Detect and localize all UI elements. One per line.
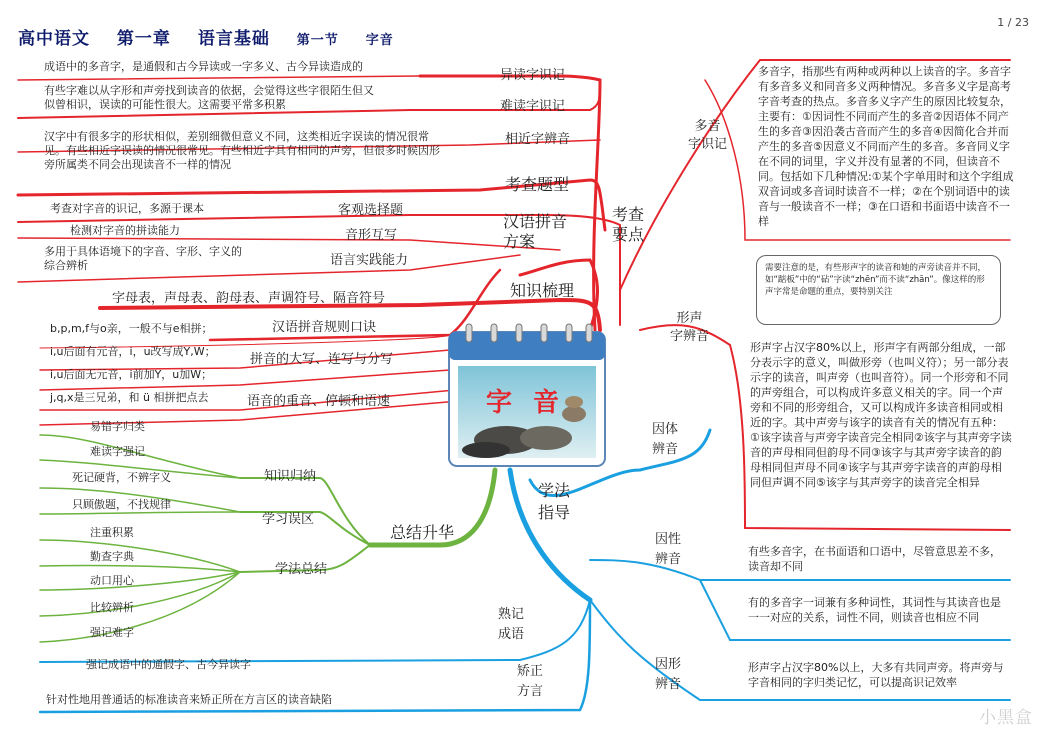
kaocha-tixing: 考查题型: [505, 175, 570, 194]
duoyin-text: 多音字，指那些有两种或两种以上读音的字。多音字有多音多义和同音多义两种情况。多音多义字是高考字音考查的热点。多音多义字产生的原因比较复杂，主要有：①因词性不同而产生的多音②因语体不同产生的多音③因沿袭古音而产生的多音④因简化合并而产生的多音⑤因意义不同而产生的多音。多音同义字在不同的词里，字义并没有显著的不同，但读音不同。包括如下几种情况:①某个字单用时和这个字组成双音词或多音词时读音不一样；②在个别词语中的读音与一般读音不一样；③在口语和书面语中读音不一样: [758, 65, 1014, 228]
yuyan-label: 语言实践能力: [330, 253, 409, 268]
dongkou: 动口用心: [90, 574, 134, 587]
xingsheng-label: 形声 字辨音: [670, 311, 710, 344]
zimubiao: 字母表，声母表、韵母表、声调符号、隔音符号: [112, 291, 386, 306]
watermark-logo: 小黑盒: [979, 708, 1033, 728]
xuefa-zhidao: 学法 指导: [538, 481, 571, 522]
koujue-4: j,q,x是三兄弟，和 ü 相拼把点去: [50, 391, 209, 404]
jiaozheng-label: 矫正 方言: [517, 664, 544, 699]
title-chapter: 第一章: [116, 29, 171, 49]
nandu: 难读字强记: [90, 445, 145, 458]
page-number[interactable]: 1 / 23: [997, 16, 1029, 29]
zhuzhong: 注重积累: [90, 526, 134, 539]
xuefa-zongjie: 学法总结: [275, 562, 328, 577]
yuyan-text: 多用于具体语境下的字音、字形、字义的综合辨析: [44, 245, 242, 272]
yibian-label: 异读字识记: [500, 68, 566, 83]
siji: 死记硬背，不辨字义: [72, 471, 171, 484]
zhigu: 只顾傲题，不找规律: [72, 498, 171, 511]
bijiao: 比较辨析: [90, 601, 134, 614]
shuji-label: 熟记 成语: [498, 607, 525, 642]
yicuo: 易错字归类: [90, 420, 145, 433]
zhongyin: 语音的重音、停顿和语速: [247, 394, 391, 409]
qiangji: 强记难字: [90, 626, 134, 639]
page-title: [18, 24, 414, 49]
nanci-label: 难读字识记: [500, 99, 566, 114]
zongjie: 总结升华: [390, 523, 455, 542]
center-label: 字 音: [486, 388, 566, 418]
nanci-text: 有些字难以从字形和声旁找到读音的依据，会觉得这些字很陌生但又似曾相识，误读的可能性很大。这需要平常多积累: [44, 84, 374, 111]
pinyin-fangan: 汉语拼音 方案: [503, 212, 568, 251]
yinxing-text-a: 有些多音字，在书面语和口语中，尽管意思差不多，读音却不同: [748, 545, 1001, 573]
xuexi-wuqu: 学习误区: [262, 512, 315, 527]
shuji-text: 强记成语中的通假字、古今异读字: [86, 658, 251, 671]
title-topic: 语言基础: [197, 29, 270, 49]
qinchazidian: 勤查字典: [90, 550, 134, 563]
koujue-1: b,p,m,f与o亲，一般不与e相拼；: [50, 322, 213, 335]
zhishi-guina: 知识归纳: [264, 469, 317, 484]
callout-note: 需要注意的是，有些形声字的读音和她的声旁读音并不同，如“踮板”中的“砧”字读“zhēn”而不读“zhān”。像这样的形声字常是命题的重点，要特别关注: [756, 255, 1001, 325]
duoyin-label: 多音 字识记: [688, 119, 728, 152]
yinxing-text-b: 有的多音字一词兼有多种词性，其词性与其读音也是一一对应的关系，词性不同，则读音也相应不同: [748, 596, 1001, 624]
title-section: 第一节: [296, 33, 339, 48]
zhishi-shuli: 知识梳理: [510, 281, 575, 300]
yinxing2-text: 形声字占汉字80%以上，大多有共同声旁。将声旁与字音相同的字归类记忆，可以提高识记效率: [748, 661, 1004, 689]
yibian-text: 成语中的多音字，是通假和古今异读或一字多义、古今异读造成的: [44, 60, 363, 73]
title-main: 高中语文: [18, 29, 90, 49]
xingsheng-text: 形声字占汉字80%以上，形声字有两部分组成，一部分表示字的意义，叫做形旁（也叫义符）；另一部分表示字的读音，叫声旁（也叫音符）。同一个形旁和不同的声旁组合，可以构成许多意义相关的字。同一个声旁和不同的形旁组合，又可以构成许多读音相同或相近的字。其中声旁与该字的读音有关的情况有五种：①该字读音与声旁字读音完全相同②该字与其声旁字读音的声母相同但韵母不同③该字与其声旁字读音的韵母相同但声母不同④该字与其声旁字读音的声韵母相同但声调不同⑤该字与其声旁字的读音完全相异: [750, 341, 1012, 489]
yinxing2-label: 因形 辨音: [655, 657, 682, 692]
yinti-label: 因体 辨音: [652, 422, 679, 457]
koujue-3: i,u后面无元音，i前加Y，u加W；: [50, 368, 213, 381]
keguan-text: 考查对字音的识记，多源于课本: [50, 202, 204, 215]
koujue-label: 汉语拼音规则口诀: [272, 320, 377, 335]
yinxing-label: 音形互写: [345, 228, 398, 243]
xiangjin-label: 相近字辨音: [505, 132, 571, 147]
jiaozheng-text: 针对性地用普通话的标准读音来矫正所在方言区的读音缺陷: [46, 693, 332, 706]
xiangjin-text: 汉字中有很多字的形状相似，差别细微但意义不同，这类相近字误读的情况很常见。有些相近字误读的情况很常见。有些相近字具有相同的声旁，但很多时候因形旁所属类不同会出现读音不一样的情况: [44, 130, 440, 171]
koujue-2: i,u后面有元音，i，u改写成Y,W；: [50, 345, 216, 358]
daxie: 拼音的大写、连写与分写: [250, 352, 394, 367]
keguan-label: 客观选择题: [338, 203, 404, 218]
kaocha-yaodian: 考查 要点: [612, 205, 645, 244]
title-sub: 字音: [365, 33, 394, 48]
yinxing-label-b: 因性 辨音: [655, 532, 682, 567]
yinxing-text: 检测对字音的拼读能力: [70, 224, 180, 237]
